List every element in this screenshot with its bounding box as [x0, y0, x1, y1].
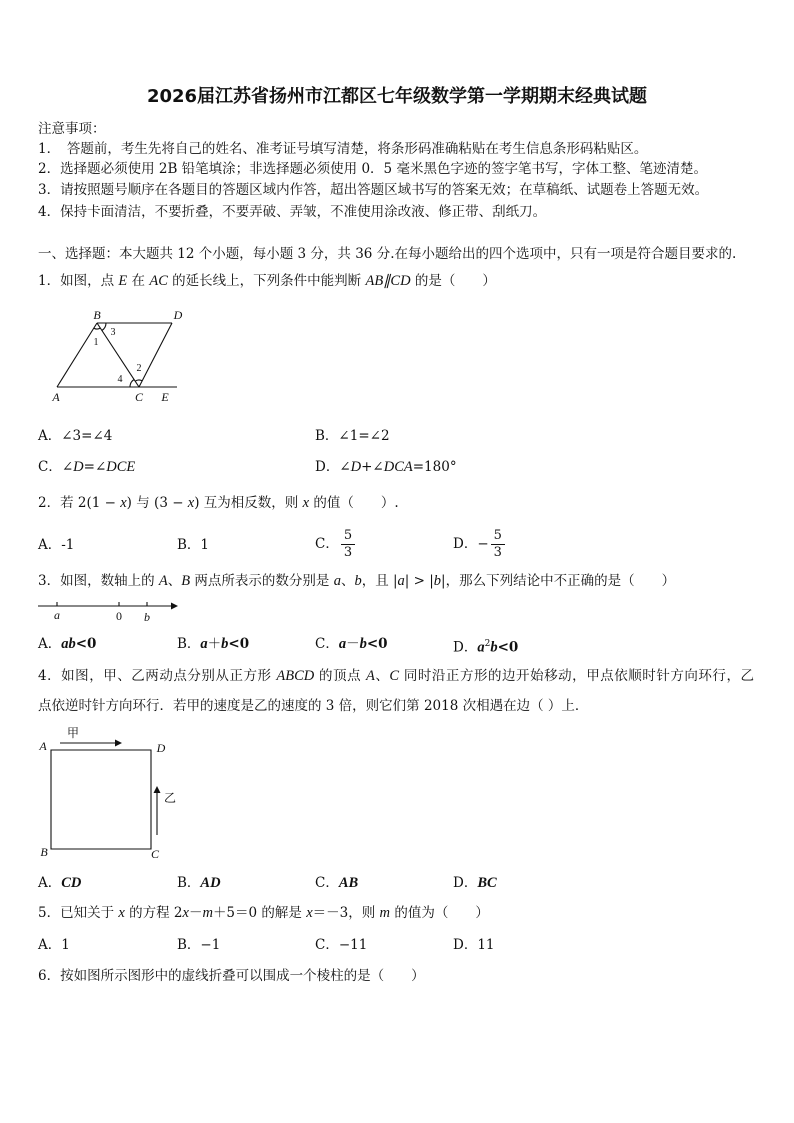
vertex-label-b: B — [40, 845, 48, 859]
numerator: 5 — [341, 528, 355, 545]
option-letter: D． — [453, 639, 478, 656]
q3-option-d — [453, 635, 518, 657]
q1-option-d — [315, 458, 457, 476]
q2-stem — [38, 494, 399, 512]
option-letter: A． — [38, 636, 62, 652]
q4-option-a — [38, 874, 81, 892]
vertex-label-d: D — [156, 741, 166, 755]
text-run: 的顶点 — [314, 668, 366, 684]
vertex-label-a: A — [52, 390, 60, 404]
math-var: ABCD — [276, 668, 315, 684]
q2-option-d — [453, 524, 505, 564]
text-run: 与 — [131, 495, 155, 511]
notice-item-4: 4．保持卡面清洁，不要折叠，不要弄破、弄皱，不准使用涂改液、修正带、刮纸刀。 — [38, 204, 547, 220]
text-run: ＝－3 — [312, 905, 349, 921]
q5-option-c — [315, 936, 367, 954]
q1-option-a — [38, 427, 112, 445]
math-var: a — [333, 573, 341, 589]
text-run: ＋ — [207, 636, 222, 652]
option-letter: B． — [315, 428, 339, 444]
math-var: ab — [61, 636, 76, 652]
text-run: 2．若 — [38, 495, 78, 511]
q6-stem: 6．按如图所示图形中的虚线折叠可以围成一个棱柱的是（ ） — [38, 968, 425, 984]
exponent: 2 — [484, 639, 491, 649]
fraction — [341, 528, 355, 561]
fraction — [491, 528, 505, 561]
q4-figure — [34, 724, 190, 864]
q5-option-a — [38, 936, 70, 954]
angle-label-4: 4 — [117, 374, 123, 385]
q3-option-b — [177, 635, 249, 653]
math-var: x — [306, 905, 313, 921]
text-run: 2(1 − — [77, 495, 121, 511]
text-run: 、 — [167, 573, 182, 589]
q3-stem — [38, 572, 675, 590]
q3-option-c — [315, 635, 388, 653]
denominator: 3 — [493, 545, 502, 560]
notice-item-1: 1． 答题前，考生先将自己的姓名、准考证号填写清楚，将条形码准确粘贴在考生信息条形码粘贴区。 — [38, 141, 648, 157]
option-text: −1 — [200, 937, 221, 953]
math-var: x — [120, 495, 127, 511]
label-a: a — [54, 608, 60, 622]
q3-option-a — [38, 635, 96, 653]
math-var: AC — [149, 273, 168, 289]
numerator: 5 — [491, 528, 505, 545]
text-run: ∠ — [61, 459, 74, 475]
q4-stem-line-2: 点依逆时针方向环行．若甲的速度是乙的速度的 3 倍，则它们第 2018 次相遇在边（ ）上． — [38, 698, 589, 714]
option-letter: D． — [453, 875, 478, 891]
option-text: -1 — [61, 537, 75, 553]
math-var: AD — [200, 875, 221, 891]
math-var: a — [338, 636, 347, 652]
notice-item-2: 2．选择题必须使用 2B 铅笔填涂；非选择题必须使用 0．5 毫米黑色字迹的签字笔书写，字体工整、笔迹清楚。 — [38, 161, 707, 177]
text-run: 同时沿正方形的边开始移动，甲点依顺时针方向环行，乙 — [399, 668, 754, 684]
page-title: 2026届江苏省扬州市江都区七年级数学第一学期期末经典试题 — [146, 86, 648, 107]
text-run: 5．已知关于 — [38, 905, 119, 921]
text-run: 1．如图，点 — [38, 273, 119, 289]
text-run: ∠ — [339, 459, 351, 475]
q4-option-c — [315, 874, 358, 892]
vertex-label-c: C — [150, 847, 160, 861]
text-run: 4．如图，甲、乙两动点分别从正方形 — [38, 668, 277, 684]
label-yi: 乙 — [163, 791, 177, 805]
text-run: 互为相反数，则 — [199, 495, 303, 511]
angle-1-arc — [94, 328, 101, 329]
label-zero: 0 — [116, 609, 122, 623]
option-letter: A． — [38, 537, 62, 553]
text-run: 2 — [173, 905, 183, 921]
math-var: b — [359, 636, 367, 652]
text-run: ＋5＝0 — [212, 905, 258, 921]
q5-option-d — [453, 936, 495, 954]
option-letter: C． — [315, 937, 339, 953]
math-var: x — [187, 495, 195, 511]
text-run: 的是（ ） — [410, 273, 496, 289]
notice-item-3: 3．请按照题号顺序在各题目的答题区域内作答，超出答题区域书写的答案无效；在草稿纸、试题卷上答题无效。 — [38, 182, 709, 198]
math-var: m — [202, 905, 213, 921]
math-var: BC — [477, 875, 497, 891]
option-letter: A． — [38, 428, 62, 444]
q1-option-b — [315, 427, 390, 445]
option-text: ∠1=∠2 — [338, 428, 390, 444]
angle-2-arc — [135, 380, 142, 381]
option-letter: C． — [315, 636, 339, 652]
vertex-label-e: E — [161, 390, 169, 404]
option-text: 1 — [61, 937, 70, 953]
text-run: ，且 | — [361, 573, 398, 589]
vertex-label-d: D — [173, 308, 183, 322]
vertex-label-c: C — [134, 390, 144, 404]
math-var: m — [379, 905, 391, 921]
math-var: E — [118, 273, 128, 289]
q2-option-b — [177, 536, 209, 554]
text-run: 的方程 — [124, 905, 174, 921]
vertex-label-a: A — [39, 739, 47, 753]
math-var: a — [477, 639, 485, 656]
q3-number-line — [36, 596, 181, 624]
section-heading: 一、选择题：本大题共 12 个小题，每小题 3 分，共 36 分.在每小题给出的四个选项中，只有一项是符合题目要求的. — [38, 246, 737, 262]
text-run: － — [188, 905, 203, 921]
option-text: 1 — [200, 537, 210, 553]
option-text: −11 — [338, 937, 368, 953]
option-text: ∠3=∠4 — [61, 428, 113, 444]
option-letter: B． — [177, 636, 201, 652]
q5-stem — [38, 904, 489, 922]
option-letter: C． — [315, 536, 339, 552]
math-var: A — [158, 573, 168, 589]
q4-option-d — [453, 874, 497, 892]
text-run: 两点所表示的数分别是 — [190, 573, 334, 589]
math-var: a — [200, 636, 208, 652]
math-var: A — [365, 668, 375, 684]
text-run: =∠ — [83, 459, 107, 475]
text-run: (3 − — [154, 495, 188, 511]
text-run: 、 — [340, 573, 355, 589]
option-text: 11 — [477, 937, 495, 953]
q4-option-b — [177, 874, 221, 892]
math-var: a — [397, 573, 405, 589]
text-run: ) — [194, 495, 200, 511]
q4-stem-line-1 — [38, 667, 754, 685]
angle-label-3: 3 — [110, 327, 116, 338]
label-b: b — [144, 610, 150, 624]
arrow-up-icon — [154, 786, 161, 793]
text-run: | > | — [404, 573, 434, 589]
option-letter: D． — [453, 536, 478, 552]
math-var: b — [221, 636, 229, 652]
angle-4-arc — [130, 379, 134, 387]
math-var: x — [182, 905, 189, 921]
math-var: C — [389, 668, 400, 684]
option-letter: B． — [177, 537, 201, 553]
text-run: 的值（ ）. — [309, 495, 399, 511]
math-var: D — [350, 459, 362, 475]
option-letter: D． — [315, 459, 340, 475]
text-run: =180° — [412, 459, 457, 475]
math-var: DCA — [383, 459, 413, 475]
text-run: |，那么下列结论中不正确的是（ ） — [441, 573, 676, 589]
text-run: 3．如图，数轴上的 — [38, 573, 159, 589]
text-run: <0 — [75, 636, 97, 652]
option-letter: B． — [177, 937, 201, 953]
math-var: B — [181, 573, 191, 589]
math-var: x — [118, 905, 125, 921]
arrow-right-icon — [171, 603, 178, 610]
text-run: 的解是 — [257, 905, 307, 921]
option-letter: C． — [38, 459, 62, 475]
q1-option-c — [38, 458, 135, 476]
text-run: － — [346, 636, 360, 652]
math-var: D — [73, 459, 84, 475]
option-letter: C． — [315, 875, 339, 891]
angle-label-1: 1 — [93, 337, 99, 348]
notice-heading: 注意事项： — [38, 121, 106, 137]
angle-label-2: 2 — [136, 363, 142, 374]
math-var: b — [354, 573, 362, 589]
math-var: DCE — [106, 459, 136, 475]
math-var: x — [302, 495, 310, 511]
text-run: +∠ — [361, 459, 384, 475]
angle-3-arc — [102, 323, 106, 331]
q2-option-a — [38, 536, 74, 554]
text-run: 、 — [374, 668, 390, 684]
math-var: b — [490, 639, 498, 656]
math-var: AB∥CD — [365, 273, 411, 289]
text-run: ) — [126, 495, 132, 511]
text-run: 的延长线上，下列条件中能判断 — [167, 273, 366, 289]
text-run: <0 — [366, 636, 388, 652]
text-run: <0 — [228, 636, 250, 652]
arrow-right-icon — [115, 740, 122, 747]
label-jia: 甲 — [66, 726, 80, 740]
text-run: 在 — [127, 273, 150, 289]
math-var: CD — [61, 875, 82, 891]
text-run: <0 — [497, 639, 519, 656]
minus-sign: − — [477, 536, 489, 552]
q1-stem — [38, 272, 496, 290]
option-letter: A． — [38, 937, 62, 953]
text-run: 的值为（ ） — [390, 905, 489, 921]
segment-ab — [57, 323, 97, 387]
vertex-label-b: B — [93, 308, 101, 322]
text-run: ，则 — [348, 905, 380, 921]
square-abcd — [51, 750, 151, 849]
option-letter: D． — [453, 937, 478, 953]
math-var: AB — [338, 875, 359, 891]
q1-figure — [40, 305, 190, 405]
option-letter: B． — [177, 875, 201, 891]
q5-option-b — [177, 936, 220, 954]
option-letter: A． — [38, 875, 62, 891]
q2-option-c — [315, 524, 355, 564]
segment-cd — [136, 323, 172, 387]
denominator: 3 — [343, 545, 353, 560]
math-var: b — [433, 573, 442, 589]
